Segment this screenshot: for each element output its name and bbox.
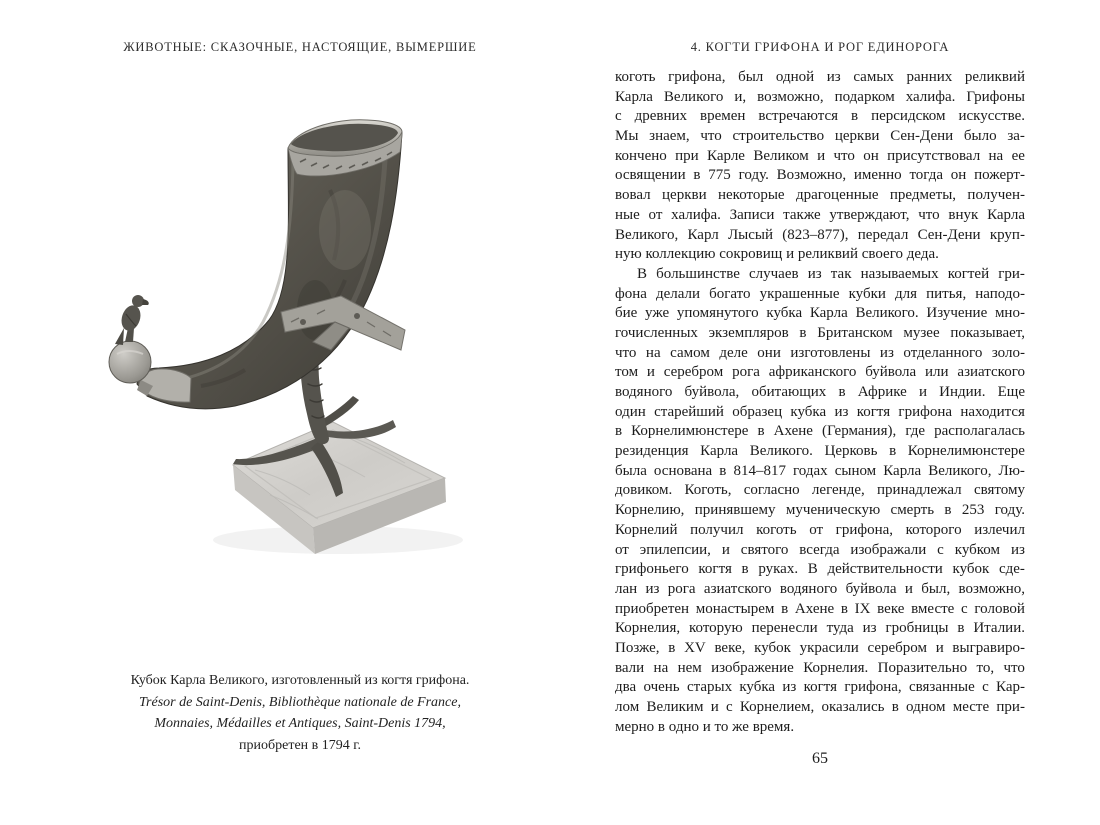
text-line: Корнелию, принявшему мученическую смерть в 253 году. [615,502,1025,519]
text-line: бие уже упомянутого кубка Карла Великого. Изучение мно- [615,305,1025,322]
text-line: Мы знаем, что строительство церкви Сен-Дени было за- [615,128,1025,145]
text-line: гочисленных экземпляров в Британском музее показывает, [615,324,1025,341]
text-line: Позже, в XV веке, кубок украсили серебром и выгравиро- [615,639,1025,656]
text-line: Корнелий получил коготь от грифона, которого излечил [615,521,1025,538]
text-line: довиком. Коготь, согласно легенде, принадлежал святому [615,482,1025,499]
text-line: фона делали богато украшенные кубки для питья, наподо- [615,285,1025,302]
text-line: водяного буйвола, обитающих в Африке и Индии. Еще [615,384,1025,400]
text-line: Великого, Карл Лысый (823–877), передал Сен-Дени круп- [615,226,1025,243]
text-line: мерно в одно и то же время. [615,718,795,735]
right-running-head: 4. КОГТИ ГРИФОНА И РОГ ЕДИНОРОГА [690,40,950,54]
caption-line-italic: Trésor de Saint-Denis, Bibliothèque nationale de France, [139,694,461,710]
text-line: приобретен монастырем в Ахене в IX веке вместе с головой [615,600,1025,617]
text-line: с древних времен встречаются в персидском искусстве. [615,108,1025,125]
text-line: том и серебром рога африканского буйвола или азиатского [615,364,1025,381]
left-page [60,0,540,825]
text-line: вовал церкви некоторые драгоценные предметы, получен- [615,187,1025,204]
text-line: лом Великим и с Корнелием, оказались в одном месте при- [615,699,1025,715]
text-line: грифоньего когтя в руках. В действительности кубок сде- [615,561,1025,578]
caption-line: приобретен в 1794 г. [239,737,361,753]
body-text [615,68,1025,737]
horn-tip-finial [109,295,191,402]
bird-finial [115,295,149,345]
text-line: два очень старых кубка из когтя грифона, связанные с Кар- [615,679,1025,696]
right-page [615,0,1025,825]
text-line: вали на нем изображение Корнелия. Поразительно то, что [615,659,1025,676]
text-line: от эпилепсии, и святого всегда изображали с кубком из [615,541,1025,558]
caption-line: Кубок Карла Великого, изготовленный из когтя грифона. [130,673,470,688]
text-line: коготь грифона, был одной из самых ранних реликвий [615,69,1025,85]
text-line: В большинстве случаев из так называемых когтей гри- [637,265,1025,282]
horn-body [137,130,402,409]
left-running-head: ЖИВОТНЫЕ: СКАЗОЧНЫЕ, НАСТОЯЩИЕ, ВЫМЕРШИЕ [123,40,477,54]
text-line: ные от халифа. Записи также утверждают, что внук Карла [615,206,1025,223]
text-line: в Корнелимюнстере в Ахене (Германия), где располагалась [615,423,1025,440]
caption-line-italic: Monnaies, Médailles et Antiques, Saint-Denis 1794, [154,716,446,731]
griffin-claw-cup-photo [95,100,505,660]
text-line: освящении в 775 году. Возможно, именно тогда он пожерт- [615,167,1025,184]
text-line: Корнелия, которую перенесли туда из гробницы в Италии. [615,620,1025,637]
text-line: была основана в 814–817 годах сыном Карла Великого, Лю- [615,462,1025,479]
horn-cup-illustration [95,100,505,660]
text-line: лан из рога азиатского водяного буйвола и был, возможно, [615,580,1025,597]
text-line: один старейший образец кубка из когтя грифона находится [615,403,1025,420]
text-line: что на самом деле они изготовлены из отделанного золо- [615,344,1025,361]
text-line: кончено при Карле Великом и что он присутствовал на ее [615,147,1025,164]
orb-finial [109,341,151,383]
text-line: ную коллекцию сокровищ и реликвий своего деда. [615,246,939,263]
figure-caption [60,670,540,756]
page-number: 65 [812,750,828,767]
text-line: Карла Великого и, возможно, подарком халифа. Грифоны [615,88,1025,105]
text-line: резиденция Карла Великого. Церковь в Корнелимюнстере [615,443,1025,460]
